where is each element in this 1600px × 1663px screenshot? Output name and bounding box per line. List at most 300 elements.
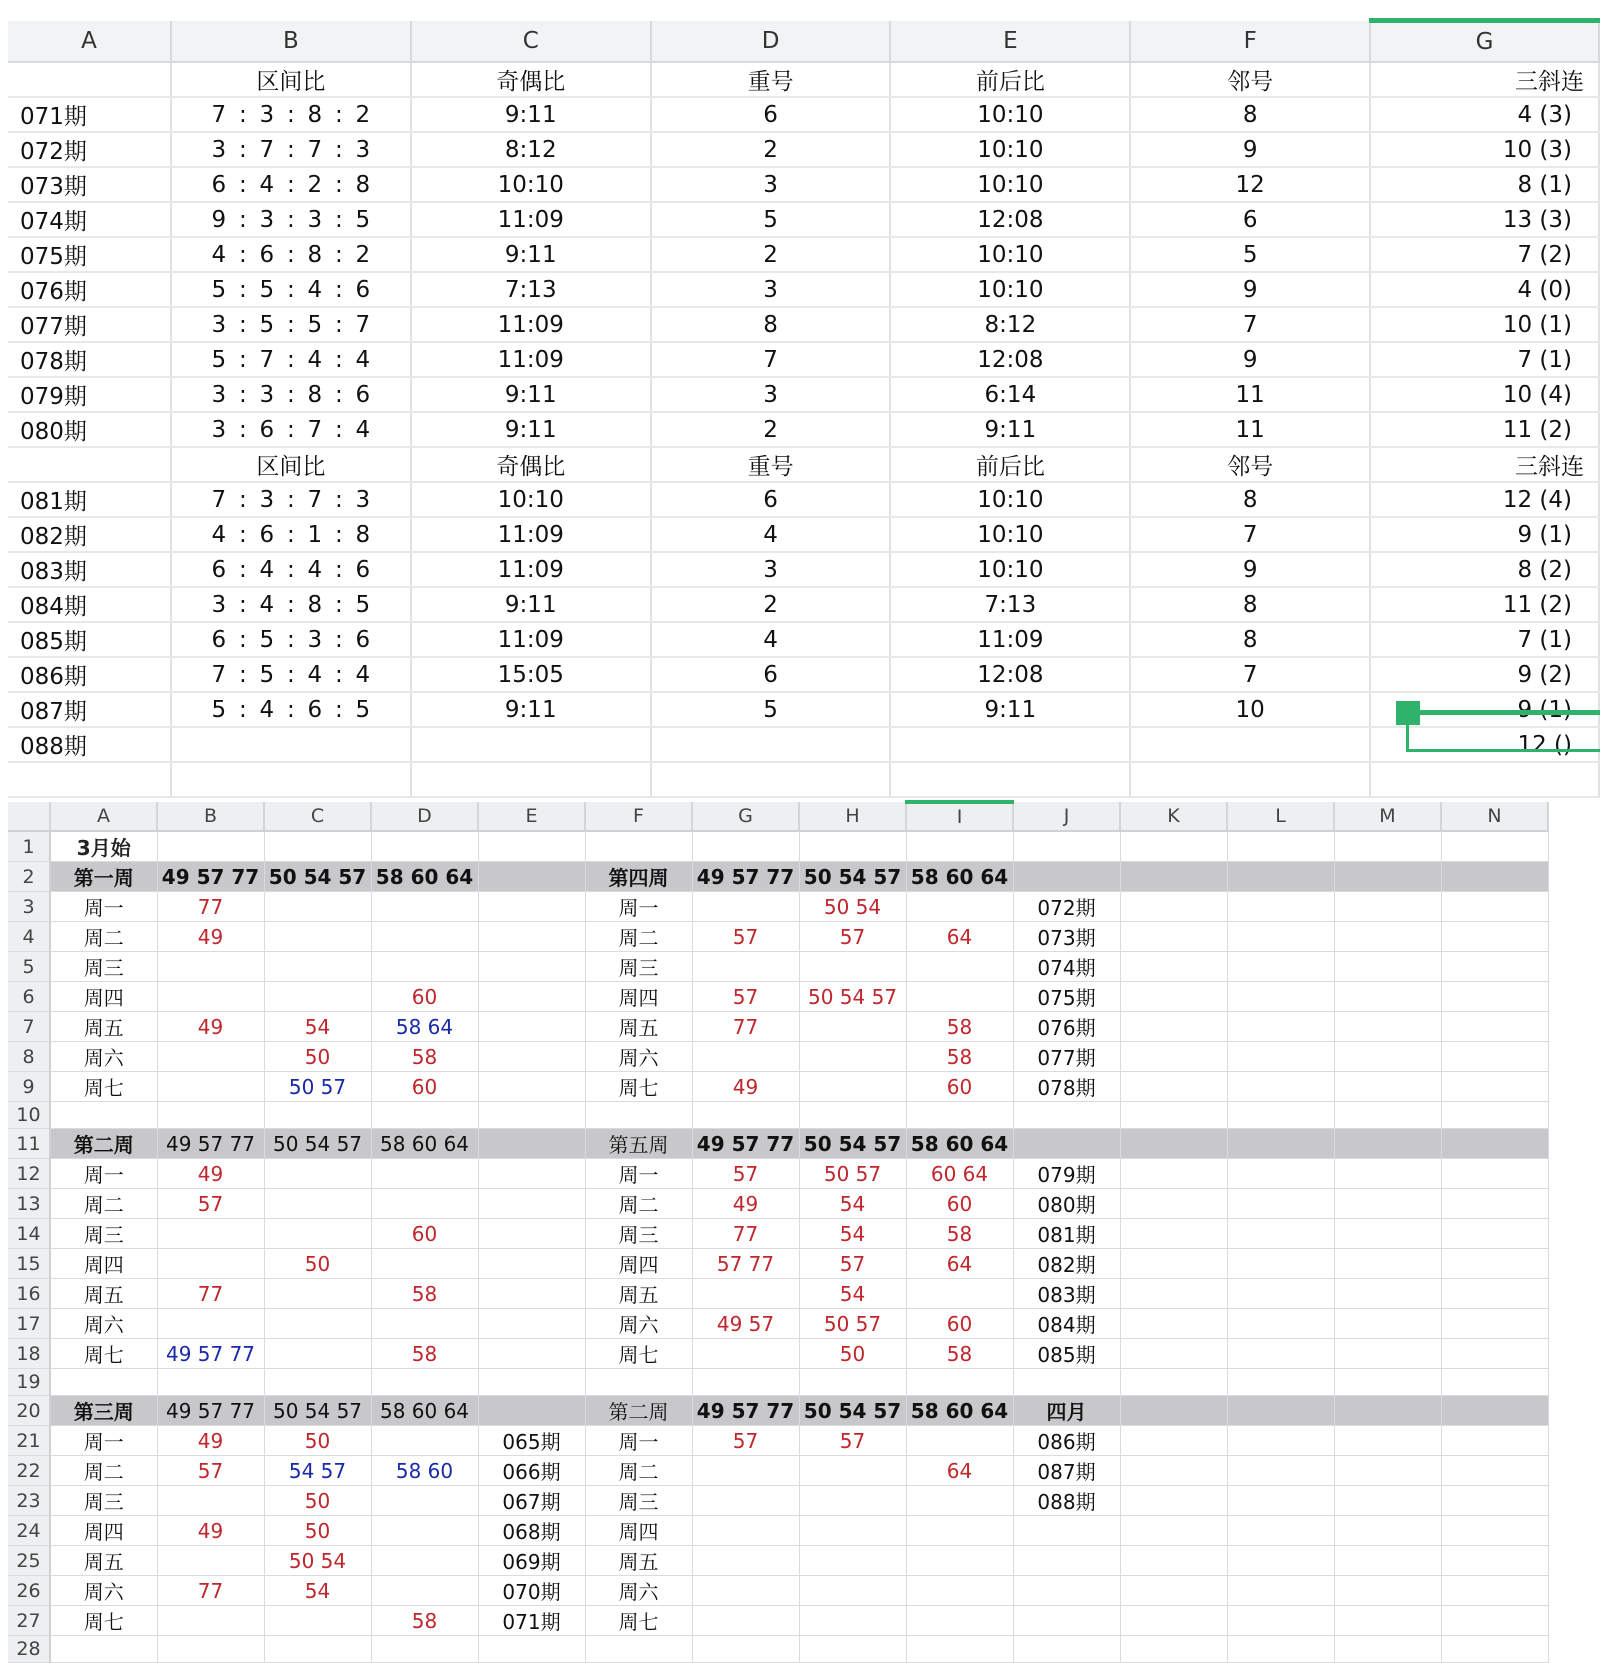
row-number[interactable]: 8 — [8, 1042, 50, 1072]
cell[interactable] — [799, 1456, 906, 1486]
odd-even-cell[interactable]: 9:11 — [411, 587, 651, 622]
cell[interactable]: 54 — [799, 1279, 906, 1309]
cell[interactable] — [478, 1159, 585, 1189]
repeat-cell[interactable] — [651, 727, 891, 762]
period-cell[interactable]: 086期 — [8, 657, 171, 692]
cell[interactable] — [157, 982, 264, 1012]
cell[interactable] — [371, 1369, 478, 1396]
interval-ratio-cell[interactable] — [171, 237, 411, 272]
front-back-cell[interactable]: 6:14 — [890, 377, 1130, 412]
cell[interactable] — [478, 892, 585, 922]
cell[interactable] — [1120, 892, 1227, 922]
repeat-cell[interactable]: 2 — [651, 237, 891, 272]
row-number[interactable]: 17 — [8, 1309, 50, 1339]
cell[interactable]: 54 — [264, 1012, 371, 1042]
cell[interactable]: 周三 — [585, 1219, 692, 1249]
cell[interactable] — [1013, 1516, 1120, 1546]
interval-ratio-cell[interactable] — [171, 97, 411, 132]
cell[interactable] — [1334, 1159, 1441, 1189]
cell[interactable] — [371, 922, 478, 952]
cell[interactable]: 周二 — [585, 1456, 692, 1486]
cell[interactable]: 50 54 — [799, 892, 906, 922]
odd-even-cell[interactable]: 11:09 — [411, 307, 651, 342]
cell[interactable] — [1120, 1309, 1227, 1339]
cell[interactable] — [1441, 831, 1548, 862]
repeat-cell[interactable]: 3 — [651, 167, 891, 202]
front-back-cell[interactable]: 11:09 — [890, 622, 1130, 657]
cell[interactable] — [906, 1369, 1013, 1396]
cell[interactable] — [157, 1606, 264, 1636]
cell[interactable]: 50 54 57 — [799, 1129, 906, 1159]
cell[interactable]: 77 — [157, 1279, 264, 1309]
repeat-cell[interactable]: 6 — [651, 657, 891, 692]
odd-even-cell[interactable]: 9:11 — [411, 412, 651, 447]
period-cell[interactable]: 074期 — [8, 202, 171, 237]
cell[interactable] — [157, 1636, 264, 1663]
cell[interactable]: 49 57 77 — [157, 862, 264, 892]
cell[interactable] — [157, 1219, 264, 1249]
interval-ratio-cell[interactable] — [171, 202, 411, 237]
period-cell[interactable]: 085期 — [8, 622, 171, 657]
adjacent-cell[interactable] — [1130, 727, 1370, 762]
header-label-cell[interactable]: 奇偶比 — [411, 447, 651, 482]
cell[interactable] — [157, 952, 264, 982]
cell[interactable]: 四月 — [1013, 1396, 1120, 1426]
cell[interactable]: 079期 — [1013, 1159, 1120, 1189]
row-number[interactable]: 22 — [8, 1456, 50, 1486]
cell[interactable]: 周一 — [50, 892, 157, 922]
cell[interactable]: 081期 — [1013, 1219, 1120, 1249]
cell[interactable] — [264, 1189, 371, 1219]
column-header-b[interactable]: B — [157, 802, 264, 831]
row-number[interactable]: 1 — [8, 831, 50, 862]
cell[interactable]: 49 57 77 — [692, 862, 799, 892]
cell[interactable] — [799, 952, 906, 982]
adjacent-cell[interactable]: 8 — [1130, 482, 1370, 517]
adjacent-cell[interactable]: 9 — [1130, 552, 1370, 587]
cell[interactable]: 078期 — [1013, 1072, 1120, 1102]
cell[interactable]: 周五 — [585, 1546, 692, 1576]
cell[interactable]: 088期 — [1013, 1486, 1120, 1516]
cell[interactable] — [1334, 862, 1441, 892]
cell[interactable] — [371, 1189, 478, 1219]
odd-even-cell[interactable]: 9:11 — [411, 377, 651, 412]
cell[interactable]: 080期 — [1013, 1189, 1120, 1219]
cell[interactable]: 57 — [692, 922, 799, 952]
cell[interactable]: 077期 — [1013, 1042, 1120, 1072]
column-header-j[interactable]: J — [1013, 802, 1120, 831]
cell[interactable] — [1334, 1339, 1441, 1369]
diagonal-cell[interactable]: 12 () — [1370, 727, 1599, 762]
cell[interactable] — [1120, 831, 1227, 862]
cell[interactable] — [1441, 1369, 1548, 1396]
cell[interactable] — [1227, 862, 1334, 892]
header-label-cell[interactable]: 邻号 — [1130, 447, 1370, 482]
front-back-cell[interactable]: 10:10 — [890, 552, 1130, 587]
cell[interactable] — [906, 952, 1013, 982]
cell[interactable]: 066期 — [478, 1456, 585, 1486]
header-label-cell[interactable]: 区间比 — [171, 62, 411, 97]
column-header-n[interactable]: N — [1441, 802, 1548, 831]
cell[interactable] — [50, 1369, 157, 1396]
cell[interactable] — [1120, 1576, 1227, 1606]
row-number[interactable]: 13 — [8, 1189, 50, 1219]
diagonal-cell[interactable]: 7 (1) — [1370, 622, 1599, 657]
diagonal-cell[interactable]: 4 (0) — [1370, 272, 1599, 307]
cell[interactable]: 第三周 — [50, 1396, 157, 1426]
cell[interactable]: 周四 — [50, 1516, 157, 1546]
row-number[interactable]: 16 — [8, 1279, 50, 1309]
period-cell[interactable]: 077期 — [8, 307, 171, 342]
cell[interactable] — [1441, 1159, 1548, 1189]
interval-ratio-cell[interactable] — [171, 727, 411, 762]
cell[interactable]: 58 60 64 — [371, 1129, 478, 1159]
row-number[interactable]: 19 — [8, 1369, 50, 1396]
cell[interactable] — [1120, 1486, 1227, 1516]
period-cell[interactable]: 073期 — [8, 167, 171, 202]
cell[interactable] — [8, 62, 171, 97]
cell[interactable] — [799, 1606, 906, 1636]
diagonal-cell[interactable]: 11 (2) — [1370, 587, 1599, 622]
row-number[interactable]: 18 — [8, 1339, 50, 1369]
cell[interactable] — [799, 1042, 906, 1072]
cell[interactable] — [478, 1012, 585, 1042]
cell[interactable] — [1441, 1486, 1548, 1516]
repeat-cell[interactable]: 4 — [651, 622, 891, 657]
odd-even-cell[interactable]: 10:10 — [411, 167, 651, 202]
odd-even-cell[interactable]: 9:11 — [411, 237, 651, 272]
cell[interactable]: 周五 — [50, 1012, 157, 1042]
cell[interactable]: 60 — [371, 982, 478, 1012]
cell[interactable]: 周三 — [50, 1486, 157, 1516]
cell[interactable]: 60 — [906, 1309, 1013, 1339]
cell[interactable] — [692, 1369, 799, 1396]
cell[interactable]: 77 — [692, 1219, 799, 1249]
cell[interactable] — [1227, 1309, 1334, 1339]
cell[interactable] — [1120, 1606, 1227, 1636]
cell[interactable] — [1227, 1606, 1334, 1636]
cell[interactable]: 64 — [906, 1456, 1013, 1486]
cell[interactable]: 周七 — [50, 1339, 157, 1369]
cell[interactable] — [906, 1636, 1013, 1663]
diagonal-cell[interactable]: 7 (2) — [1370, 237, 1599, 272]
cell[interactable] — [1013, 1636, 1120, 1663]
odd-even-cell[interactable]: 11:09 — [411, 517, 651, 552]
cell[interactable] — [1227, 1129, 1334, 1159]
cell[interactable] — [264, 952, 371, 982]
header-label-cell[interactable]: 邻号 — [1130, 62, 1370, 97]
odd-even-cell[interactable]: 11:09 — [411, 552, 651, 587]
cell[interactable]: 周七 — [50, 1606, 157, 1636]
cell[interactable]: 周二 — [50, 1456, 157, 1486]
cell[interactable] — [264, 1159, 371, 1189]
adjacent-cell[interactable]: 8 — [1130, 97, 1370, 132]
cell[interactable] — [1120, 982, 1227, 1012]
header-label-cell[interactable]: 奇偶比 — [411, 62, 651, 97]
cell[interactable] — [1227, 1636, 1334, 1663]
header-label-cell[interactable]: 三斜连 — [1370, 447, 1599, 482]
header-label-cell[interactable]: 前后比 — [890, 447, 1130, 482]
repeat-cell[interactable]: 6 — [651, 482, 891, 517]
repeat-cell[interactable]: 5 — [651, 692, 891, 727]
cell[interactable] — [799, 1072, 906, 1102]
cell[interactable] — [1227, 1486, 1334, 1516]
cell[interactable] — [1441, 1279, 1548, 1309]
cell[interactable] — [1334, 1309, 1441, 1339]
cell[interactable]: 073期 — [1013, 922, 1120, 952]
cell[interactable] — [371, 1636, 478, 1663]
adjacent-cell[interactable]: 8 — [1130, 587, 1370, 622]
cell[interactable] — [1441, 982, 1548, 1012]
header-label-cell[interactable]: 三斜连 — [1370, 62, 1599, 97]
empty-cell[interactable] — [171, 762, 411, 797]
cell[interactable]: 50 54 57 — [799, 1396, 906, 1426]
cell[interactable] — [371, 1546, 478, 1576]
cell[interactable] — [1120, 1396, 1227, 1426]
cell[interactable]: 54 — [799, 1189, 906, 1219]
repeat-cell[interactable]: 2 — [651, 587, 891, 622]
cell[interactable] — [692, 1516, 799, 1546]
empty-cell[interactable] — [1130, 762, 1370, 797]
cell[interactable]: 50 54 — [264, 1546, 371, 1576]
header-label-cell[interactable]: 前后比 — [890, 62, 1130, 97]
cell[interactable]: 49 57 — [692, 1309, 799, 1339]
interval-ratio-cell[interactable] — [171, 132, 411, 167]
cell[interactable]: 58 — [371, 1042, 478, 1072]
cell[interactable] — [1227, 1042, 1334, 1072]
empty-cell[interactable] — [8, 762, 171, 797]
column-header-a[interactable]: A — [50, 802, 157, 831]
cell[interactable]: 57 — [799, 1249, 906, 1279]
cell[interactable] — [371, 831, 478, 862]
interval-ratio-cell[interactable] — [171, 517, 411, 552]
adjacent-cell[interactable]: 12 — [1130, 167, 1370, 202]
cell[interactable]: 周七 — [585, 1072, 692, 1102]
cell[interactable]: 周二 — [50, 1189, 157, 1219]
row-number[interactable]: 20 — [8, 1396, 50, 1426]
interval-ratio-cell[interactable] — [171, 622, 411, 657]
cell[interactable]: 070期 — [478, 1576, 585, 1606]
cell[interactable] — [371, 1486, 478, 1516]
cell[interactable]: 60 — [906, 1189, 1013, 1219]
cell[interactable] — [478, 1339, 585, 1369]
cell[interactable] — [1227, 1369, 1334, 1396]
cell[interactable]: 77 — [157, 1576, 264, 1606]
front-back-cell[interactable] — [890, 727, 1130, 762]
cell[interactable] — [1441, 1189, 1548, 1219]
row-number[interactable]: 4 — [8, 922, 50, 952]
fill-handle[interactable] — [1396, 701, 1420, 725]
cell[interactable]: 58 60 64 — [906, 862, 1013, 892]
cell[interactable] — [692, 1636, 799, 1663]
cell[interactable]: 周二 — [585, 1189, 692, 1219]
column-header-l[interactable]: L — [1227, 802, 1334, 831]
cell[interactable]: 周六 — [50, 1042, 157, 1072]
repeat-cell[interactable]: 4 — [651, 517, 891, 552]
cell[interactable] — [478, 952, 585, 982]
cell[interactable]: 49 — [692, 1189, 799, 1219]
cell[interactable] — [1334, 1279, 1441, 1309]
cell[interactable] — [1120, 1516, 1227, 1546]
cell[interactable] — [1120, 1426, 1227, 1456]
cell[interactable] — [371, 952, 478, 982]
front-back-cell[interactable]: 9:11 — [890, 692, 1130, 727]
cell[interactable] — [478, 1309, 585, 1339]
cell[interactable] — [371, 1516, 478, 1546]
cell[interactable] — [1334, 1102, 1441, 1129]
cell[interactable] — [906, 1546, 1013, 1576]
row-number[interactable]: 14 — [8, 1219, 50, 1249]
cell[interactable] — [1120, 1249, 1227, 1279]
repeat-cell[interactable]: 7 — [651, 342, 891, 377]
cell[interactable]: 50 — [264, 1426, 371, 1456]
diagonal-cell[interactable]: 8 (2) — [1370, 552, 1599, 587]
cell[interactable] — [371, 1102, 478, 1129]
cell[interactable] — [1227, 1516, 1334, 1546]
cell[interactable]: 周四 — [50, 1249, 157, 1279]
cell[interactable] — [692, 1339, 799, 1369]
cell[interactable] — [478, 1369, 585, 1396]
cell[interactable] — [478, 982, 585, 1012]
cell[interactable] — [1013, 862, 1120, 892]
cell[interactable]: 54 — [264, 1576, 371, 1606]
cell[interactable]: 周四 — [585, 1249, 692, 1279]
cell[interactable]: 周五 — [50, 1279, 157, 1309]
cell[interactable] — [478, 831, 585, 862]
cell[interactable] — [371, 892, 478, 922]
cell[interactable] — [264, 831, 371, 862]
cell[interactable] — [478, 1072, 585, 1102]
cell[interactable] — [157, 1309, 264, 1339]
adjacent-cell[interactable]: 5 — [1130, 237, 1370, 272]
diagonal-cell[interactable]: 11 (2) — [1370, 412, 1599, 447]
cell[interactable]: 第四周 — [585, 862, 692, 892]
diagonal-cell[interactable]: 8 (1) — [1370, 167, 1599, 202]
cell[interactable]: 50 — [264, 1516, 371, 1546]
cell[interactable] — [906, 892, 1013, 922]
row-number[interactable]: 21 — [8, 1426, 50, 1456]
empty-cell[interactable] — [411, 762, 651, 797]
cell[interactable]: 60 — [371, 1219, 478, 1249]
repeat-cell[interactable]: 2 — [651, 412, 891, 447]
cell[interactable]: 3月始 — [50, 831, 157, 862]
cell[interactable]: 072期 — [1013, 892, 1120, 922]
cell[interactable] — [1120, 1072, 1227, 1102]
cell[interactable]: 周五 — [585, 1012, 692, 1042]
cell[interactable] — [585, 831, 692, 862]
cell[interactable] — [1334, 1072, 1441, 1102]
cell[interactable]: 50 54 57 — [264, 1129, 371, 1159]
cell[interactable] — [157, 1369, 264, 1396]
cell[interactable] — [1334, 1189, 1441, 1219]
cell[interactable]: 49 — [157, 922, 264, 952]
cell[interactable] — [692, 952, 799, 982]
cell[interactable] — [1120, 952, 1227, 982]
cell[interactable] — [1120, 1636, 1227, 1663]
cell[interactable] — [1334, 1129, 1441, 1159]
cell[interactable] — [1441, 1396, 1548, 1426]
column-header-g[interactable]: G — [1370, 21, 1599, 63]
cell[interactable]: 58 64 — [371, 1012, 478, 1042]
front-back-cell[interactable]: 10:10 — [890, 97, 1130, 132]
adjacent-cell[interactable]: 10 — [1130, 692, 1370, 727]
column-header-b[interactable]: B — [171, 21, 411, 63]
row-number[interactable]: 7 — [8, 1012, 50, 1042]
cell[interactable] — [1120, 1369, 1227, 1396]
cell[interactable]: 周三 — [50, 952, 157, 982]
column-header-f[interactable]: F — [1130, 21, 1370, 63]
cell[interactable]: 58 — [906, 1339, 1013, 1369]
cell[interactable]: 周四 — [50, 982, 157, 1012]
period-cell[interactable]: 081期 — [8, 482, 171, 517]
row-number[interactable]: 9 — [8, 1072, 50, 1102]
cell[interactable] — [1227, 1426, 1334, 1456]
cell[interactable] — [1441, 862, 1548, 892]
cell[interactable] — [692, 1042, 799, 1072]
cell[interactable] — [1227, 892, 1334, 922]
cell[interactable] — [1441, 1309, 1548, 1339]
cell[interactable]: 082期 — [1013, 1249, 1120, 1279]
cell[interactable] — [692, 1576, 799, 1606]
cell[interactable] — [1441, 892, 1548, 922]
cell[interactable] — [1120, 922, 1227, 952]
cell[interactable] — [1120, 862, 1227, 892]
cell[interactable]: 58 — [371, 1606, 478, 1636]
interval-ratio-cell[interactable] — [171, 167, 411, 202]
diagonal-cell[interactable]: 13 (3) — [1370, 202, 1599, 237]
cell[interactable] — [1441, 1546, 1548, 1576]
cell[interactable] — [585, 1369, 692, 1396]
diagonal-cell[interactable]: 7 (1) — [1370, 342, 1599, 377]
cell[interactable] — [906, 1606, 1013, 1636]
cell[interactable] — [1013, 1129, 1120, 1159]
cell[interactable] — [478, 922, 585, 952]
cell[interactable] — [1441, 1636, 1548, 1663]
cell[interactable] — [1334, 1426, 1441, 1456]
odd-even-cell[interactable] — [411, 727, 651, 762]
cell[interactable] — [478, 1219, 585, 1249]
row-number[interactable]: 15 — [8, 1249, 50, 1279]
cell[interactable] — [157, 831, 264, 862]
odd-even-cell[interactable]: 7:13 — [411, 272, 651, 307]
cell[interactable]: 第一周 — [50, 862, 157, 892]
odd-even-cell[interactable]: 9:11 — [411, 692, 651, 727]
cell[interactable] — [264, 1606, 371, 1636]
diagonal-cell[interactable]: 9 (2) — [1370, 657, 1599, 692]
cell[interactable] — [585, 1636, 692, 1663]
cell[interactable] — [1441, 1042, 1548, 1072]
cell[interactable]: 周二 — [585, 922, 692, 952]
diagonal-cell[interactable]: 4 (3) — [1370, 97, 1599, 132]
cell[interactable] — [1227, 1189, 1334, 1219]
cell[interactable] — [1227, 1159, 1334, 1189]
period-cell[interactable]: 088期 — [8, 727, 171, 762]
cell[interactable]: 075期 — [1013, 982, 1120, 1012]
cell[interactable] — [1334, 1249, 1441, 1279]
cell[interactable] — [1227, 1219, 1334, 1249]
cell[interactable] — [692, 1486, 799, 1516]
row-number[interactable]: 26 — [8, 1576, 50, 1606]
cell[interactable]: 069期 — [478, 1546, 585, 1576]
cell[interactable]: 50 — [264, 1249, 371, 1279]
cell[interactable]: 58 — [906, 1042, 1013, 1072]
cell[interactable] — [1227, 1102, 1334, 1129]
cell[interactable] — [799, 1486, 906, 1516]
cell[interactable] — [1441, 1249, 1548, 1279]
cell[interactable]: 周四 — [585, 982, 692, 1012]
odd-even-cell[interactable]: 15:05 — [411, 657, 651, 692]
cell[interactable]: 周一 — [50, 1159, 157, 1189]
